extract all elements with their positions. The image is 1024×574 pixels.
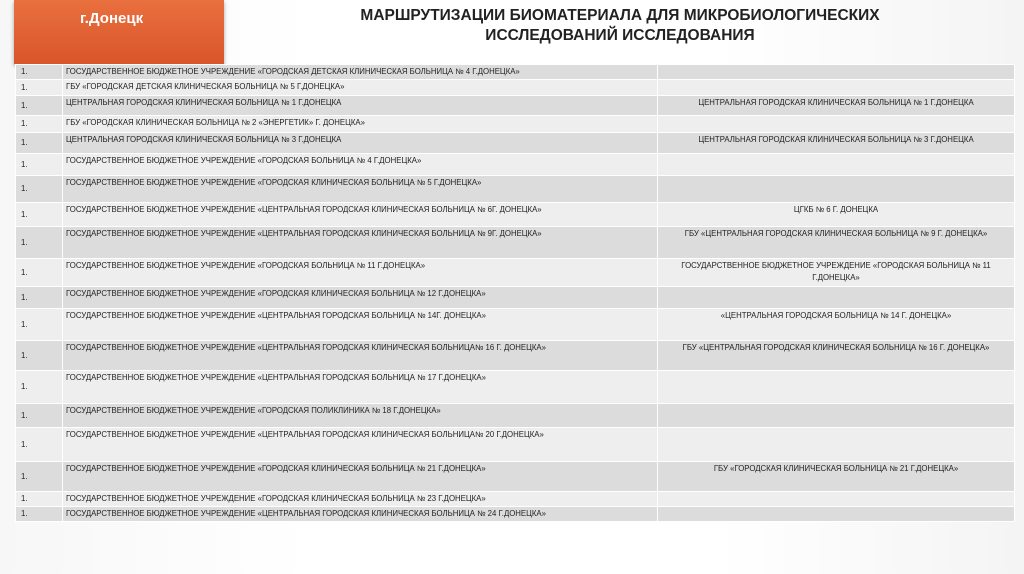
table-row [16, 96, 1015, 116]
routing-destination [658, 371, 1015, 404]
routing-destination: «ЦЕНТРАЛЬНАЯ ГОРОДСКАЯ БОЛЬНИЦА № 14 Г. ДОНЕЦКА» [658, 309, 1015, 341]
table-row [16, 428, 1015, 462]
institution-name: ГОСУДАРСТВЕННОЕ БЮДЖЕТНОЕ УЧРЕЖДЕНИЕ «ГОРОДСКАЯ КЛИНИЧЕСКАЯ БОЛЬНИЦА № 21 Г.ДОНЕЦКА» [63, 462, 658, 492]
routing-destination: ЦГКБ № 6 Г. ДОНЕЦКА [658, 203, 1015, 227]
table-row [16, 371, 1015, 404]
institution-name: ЦЕНТРАЛЬНАЯ ГОРОДСКАЯ КЛИНИЧЕСКАЯ БОЛЬНИЦА № 1 Г.ДОНЕЦКА [63, 96, 658, 116]
routing-destination [658, 176, 1015, 203]
city-label: г.Донецк [80, 10, 144, 27]
routing-destination: ГБУ «ЦЕНТРАЛЬНАЯ ГОРОДСКАЯ КЛИНИЧЕСКАЯ БОЛЬНИЦА № 9 Г. ДОНЕЦКА» [658, 227, 1015, 259]
row-number: 1. [16, 462, 63, 492]
routing-destination [658, 507, 1015, 522]
row-number: 1. [16, 96, 63, 116]
institution-name: ГОСУДАРСТВЕННОЕ БЮДЖЕТНОЕ УЧРЕЖДЕНИЕ «ЦЕНТРАЛЬНАЯ ГОРОДСКАЯ КЛИНИЧЕСКАЯ БОЛЬНИЦА № 24 Г.ДОНЕЦКА» [63, 507, 658, 522]
row-number: 1. [16, 492, 63, 507]
table-row [16, 507, 1015, 522]
routing-destination: ГБУ «ГОРОДСКАЯ КЛИНИЧЕСКАЯ БОЛЬНИЦА № 21 Г.ДОНЕЦКА» [658, 462, 1015, 492]
row-number: 1. [16, 154, 63, 176]
table-row [16, 492, 1015, 507]
routing-destination [658, 154, 1015, 176]
routing-table-container [15, 64, 1017, 534]
row-number: 1. [16, 371, 63, 404]
row-number: 1. [16, 404, 63, 428]
row-number: 1. [16, 428, 63, 462]
table-row [16, 80, 1015, 96]
institution-name: ГОСУДАРСТВЕННОЕ БЮДЖЕТНОЕ УЧРЕЖДЕНИЕ «ЦЕНТРАЛЬНАЯ ГОРОДСКАЯ КЛИНИЧЕСКАЯ БОЛЬНИЦА № 6Г. ДОНЕЦКА» [63, 203, 658, 227]
institution-name: ГОСУДАРСТВЕННОЕ БЮДЖЕТНОЕ УЧРЕЖДЕНИЕ «ЦЕНТРАЛЬНАЯ ГОРОДСКАЯ БОЛЬНИЦА № 14Г. ДОНЕЦКА» [63, 309, 658, 341]
row-number: 1. [16, 176, 63, 203]
routing-destination: ЦЕНТРАЛЬНАЯ ГОРОДСКАЯ КЛИНИЧЕСКАЯ БОЛЬНИЦА № 1 Г.ДОНЕЦКА [658, 96, 1015, 116]
row-number: 1. [16, 65, 63, 80]
institution-name: ГОСУДАРСТВЕННОЕ БЮДЖЕТНОЕ УЧРЕЖДЕНИЕ «ЦЕНТРАЛЬНАЯ ГОРОДСКАЯ БОЛЬНИЦА № 17 Г.ДОНЕЦКА» [63, 371, 658, 404]
routing-destination [658, 428, 1015, 462]
table-row [16, 133, 1015, 154]
institution-name: ГОСУДАРСТВЕННОЕ БЮДЖЕТНОЕ УЧРЕЖДЕНИЕ «ГОРОДСКАЯ БОЛЬНИЦА № 11 Г.ДОНЕЦКА» [63, 259, 658, 287]
table-row [16, 116, 1015, 133]
slide-title [280, 6, 960, 46]
row-number: 1. [16, 80, 63, 96]
routing-table [15, 64, 1015, 522]
title-line-1: МАРШРУТИЗАЦИИ БИОМАТЕРИАЛА ДЛЯ МИКРОБИОЛОГИЧЕСКИХ [360, 7, 880, 24]
title-line-2: ИССЛЕДОВАНИЙ ИССЛЕДОВАНИЯ [485, 27, 755, 44]
institution-name: ГБУ «ГОРОДСКАЯ ДЕТСКАЯ КЛИНИЧЕСКАЯ БОЛЬНИЦА № 5 Г.ДОНЕЦКА» [63, 80, 658, 96]
table-row [16, 404, 1015, 428]
table-row [16, 341, 1015, 371]
row-number: 1. [16, 341, 63, 371]
institution-name: ГОСУДАРСТВЕННОЕ БЮДЖЕТНОЕ УЧРЕЖДЕНИЕ «ЦЕНТРАЛЬНАЯ ГОРОДСКАЯ КЛИНИЧЕСКАЯ БОЛЬНИЦА№ 16 Г. ДОНЕЦКА» [63, 341, 658, 371]
routing-destination [658, 287, 1015, 309]
table-row [16, 154, 1015, 176]
institution-name: ГОСУДАРСТВЕННОЕ БЮДЖЕТНОЕ УЧРЕЖДЕНИЕ «ЦЕНТРАЛЬНАЯ ГОРОДСКАЯ КЛИНИЧЕСКАЯ БОЛЬНИЦА№ 20 Г.ДОНЕЦКА» [63, 428, 658, 462]
institution-name: ГОСУДАРСТВЕННОЕ БЮДЖЕТНОЕ УЧРЕЖДЕНИЕ «ГОРОДСКАЯ КЛИНИЧЕСКАЯ БОЛЬНИЦА № 5 Г.ДОНЕЦКА» [63, 176, 658, 203]
table-row [16, 462, 1015, 492]
row-number: 1. [16, 116, 63, 133]
row-number: 1. [16, 133, 63, 154]
table-row [16, 309, 1015, 341]
row-number: 1. [16, 287, 63, 309]
row-number: 1. [16, 203, 63, 227]
routing-destination: ГБУ «ЦЕНТРАЛЬНАЯ ГОРОДСКАЯ КЛИНИЧЕСКАЯ БОЛЬНИЦА № 16 Г. ДОНЕЦКА» [658, 341, 1015, 371]
routing-destination [658, 116, 1015, 133]
row-number: 1. [16, 507, 63, 522]
table-row [16, 227, 1015, 259]
routing-destination [658, 65, 1015, 80]
table-row [16, 203, 1015, 227]
table-row [16, 176, 1015, 203]
routing-table-body [16, 65, 1015, 522]
routing-destination [658, 80, 1015, 96]
routing-destination [658, 404, 1015, 428]
institution-name: ГОСУДАРСТВЕННОЕ БЮДЖЕТНОЕ УЧРЕЖДЕНИЕ «ЦЕНТРАЛЬНАЯ ГОРОДСКАЯ КЛИНИЧЕСКАЯ БОЛЬНИЦА № 9Г. ДОНЕЦКА» [63, 227, 658, 259]
institution-name: ГОСУДАРСТВЕННОЕ БЮДЖЕТНОЕ УЧРЕЖДЕНИЕ «ГОРОДСКАЯ ПОЛИКЛИНИКА № 18 Г.ДОНЕЦКА» [63, 404, 658, 428]
table-row [16, 259, 1015, 287]
routing-destination [658, 492, 1015, 507]
institution-name: ЦЕНТРАЛЬНАЯ ГОРОДСКАЯ КЛИНИЧЕСКАЯ БОЛЬНИЦА № 3 Г.ДОНЕЦКА [63, 133, 658, 154]
routing-destination: ГОСУДАРСТВЕННОЕ БЮДЖЕТНОЕ УЧРЕЖДЕНИЕ «ГОРОДСКАЯ БОЛЬНИЦА № 11 Г.ДОНЕЦКА» [658, 259, 1015, 287]
institution-name: ГОСУДАРСТВЕННОЕ БЮДЖЕТНОЕ УЧРЕЖДЕНИЕ «ГОРОДСКАЯ ДЕТСКАЯ КЛИНИЧЕСКАЯ БОЛЬНИЦА № 4 Г.ДОНЕЦКА» [63, 65, 658, 80]
city-banner [14, 0, 224, 64]
row-number: 1. [16, 227, 63, 259]
institution-name: ГОСУДАРСТВЕННОЕ БЮДЖЕТНОЕ УЧРЕЖДЕНИЕ «ГОРОДСКАЯ БОЛЬНИЦА № 4 Г.ДОНЕЦКА» [63, 154, 658, 176]
table-row [16, 65, 1015, 80]
row-number: 1. [16, 259, 63, 287]
institution-name: ГОСУДАРСТВЕННОЕ БЮДЖЕТНОЕ УЧРЕЖДЕНИЕ «ГОРОДСКАЯ КЛИНИЧЕСКАЯ БОЛЬНИЦА № 23 Г.ДОНЕЦКА» [63, 492, 658, 507]
institution-name: ГБУ «ГОРОДСКАЯ КЛИНИЧЕСКАЯ БОЛЬНИЦА № 2 «ЭНЕРГЕТИК» Г. ДОНЕЦКА» [63, 116, 658, 133]
institution-name: ГОСУДАРСТВЕННОЕ БЮДЖЕТНОЕ УЧРЕЖДЕНИЕ «ГОРОДСКАЯ КЛИНИЧЕСКАЯ БОЛЬНИЦА № 12 Г.ДОНЕЦКА» [63, 287, 658, 309]
routing-destination: ЦЕНТРАЛЬНАЯ ГОРОДСКАЯ КЛИНИЧЕСКАЯ БОЛЬНИЦА № 3 Г.ДОНЕЦКА [658, 133, 1015, 154]
table-row [16, 287, 1015, 309]
row-number: 1. [16, 309, 63, 341]
